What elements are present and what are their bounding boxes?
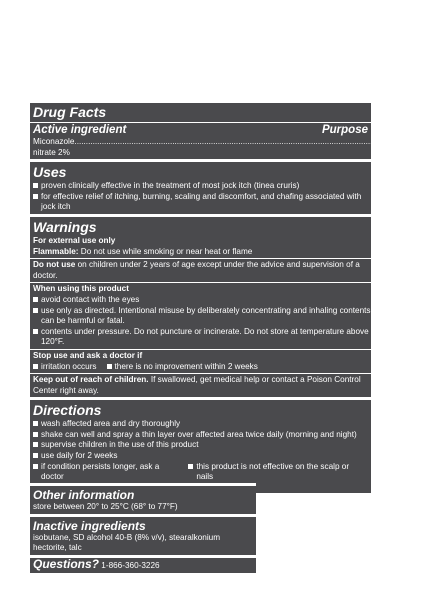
when-using-item: avoid contact with the eyes — [30, 295, 371, 306]
directions-item: shake can well and spray a thin layer over affected area twice daily (morning and night) — [30, 430, 371, 441]
active-ingredient-row — [30, 137, 443, 158]
questions-heading: Questions? — [33, 556, 100, 571]
directions-item: supervise children in the use of this product — [30, 440, 371, 451]
purpose-heading: Purpose — [321, 124, 368, 136]
divider — [30, 282, 371, 283]
divider — [30, 483, 256, 486]
questions-phone: 1-866-360-3226 — [101, 560, 160, 570]
directions-heading: Directions — [33, 402, 102, 419]
drug-facts-title: Drug Facts — [33, 104, 107, 120]
external-use-text: For external use only — [33, 235, 116, 245]
stop-use-item: there is no improvement within 2 weeks — [107, 362, 258, 373]
divider — [30, 514, 256, 517]
divider — [30, 349, 371, 350]
drug-facts-panel — [30, 103, 443, 493]
directions-item: use daily for 2 weeks — [30, 451, 371, 462]
stop-use-item: irritation occurs — [33, 362, 97, 373]
dot-leader: .................................................................................................................................................. — [74, 137, 407, 146]
keep-out-of-reach-line: Keep out of reach of children. If swallowed, get medical help or contact a Poison Control Center right away. — [33, 375, 361, 395]
do-not-use-line: Do not use on children under 2 years of age except under the advice and supervision of a doctor. — [33, 260, 360, 280]
divider — [30, 258, 371, 259]
drug-facts-lower-panel — [30, 483, 256, 573]
divider — [30, 214, 371, 217]
inactive-ingredients-heading: Inactive ingredients — [33, 518, 146, 533]
divider — [30, 122, 371, 123]
active-ingredient-name: Miconazole nitrate 2% — [33, 137, 75, 157]
directions-item: this product is not effective on the scalp or nails — [188, 462, 361, 483]
active-ingredient-heading: Active ingredient — [33, 124, 127, 136]
directions-pair — [30, 462, 371, 483]
when-using-item: contents under pressure. Do not puncture or incinerate. Do not store at temperature above 120°F. — [30, 327, 371, 348]
other-information-heading: Other information — [33, 488, 135, 502]
other-information-text: store between 20° to 25°C (68° to 77°F) — [33, 502, 178, 511]
uses-item: for effective relief of itching, burning, scaling and discomfort, and chafing associated with jock itch — [30, 192, 371, 213]
warnings-heading: Warnings — [33, 218, 97, 235]
purpose-value: Antifungal — [406, 137, 443, 146]
when-using-item: use only as directed. Intentional misuse by deliberately concentrating and inhaling contents can be harmful or fatal. — [30, 306, 371, 327]
directions-item: wash affected area and dry thoroughly — [30, 419, 371, 430]
flammable-line: Flammable: Do not use while smoking or near heat or flame — [33, 246, 253, 256]
uses-item: proven clinically effective in the treatment of most jock itch (tinea cruris) — [30, 181, 371, 192]
uses-heading: Uses — [33, 164, 67, 181]
active-ingredient-header — [30, 124, 371, 137]
divider — [30, 159, 371, 162]
stop-use-heading: Stop use and ask a doctor if — [33, 350, 143, 360]
inactive-ingredients-text: isobutane, SD alcohol 40-B (8% v/v), stearalkonium hectorite, talc — [33, 532, 221, 553]
when-using-heading: When using this product — [33, 284, 129, 294]
stop-use-items — [30, 362, 371, 373]
directions-item: if condition persists longer, ask a doctor — [33, 462, 178, 483]
divider — [30, 373, 371, 374]
questions-line — [30, 556, 256, 574]
divider — [30, 397, 371, 400]
